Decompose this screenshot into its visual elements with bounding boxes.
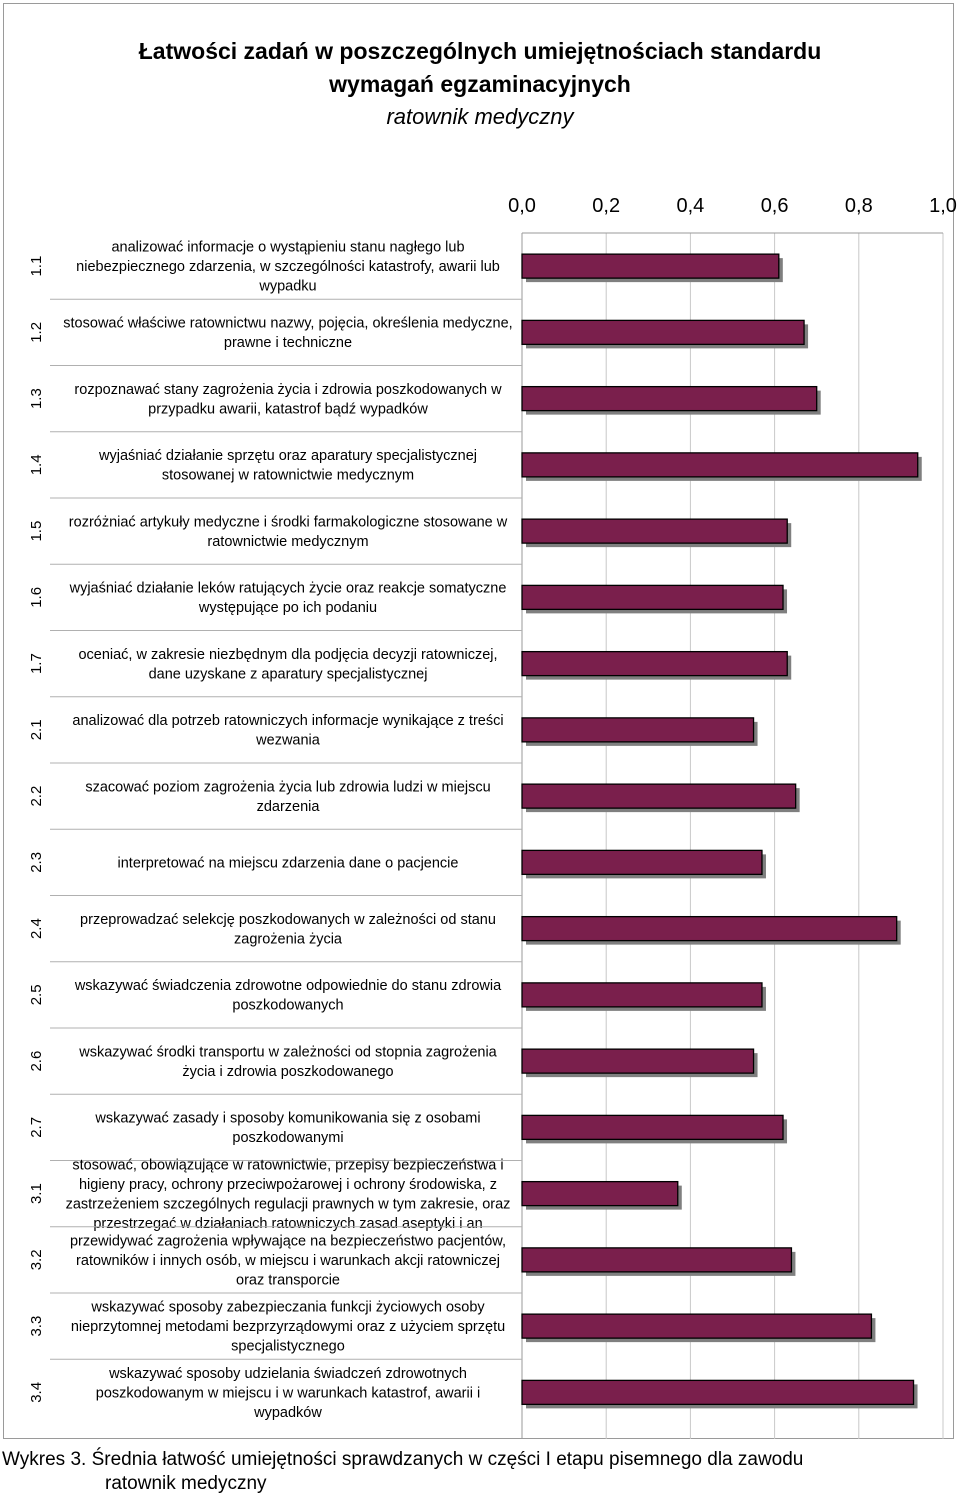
bar bbox=[522, 917, 897, 941]
figure-caption-line2: ratownik medyczny bbox=[105, 1473, 267, 1494]
category-label-line: przestrzegać w działaniach ratowniczych zasad aseptyki i an bbox=[93, 1215, 483, 1232]
category-label-line: przewidywać zagrożenia wpływające na bezpieczeństwo pacjentów, bbox=[69, 1233, 507, 1250]
category-code: 1.7 bbox=[28, 653, 45, 675]
category-label-line: analizować informacje o wystąpieniu stanu nagłego lub bbox=[111, 239, 465, 256]
category-label-line: stosowanej w ratownictwie medycznym bbox=[161, 467, 415, 484]
figure-caption bbox=[2, 1448, 803, 1496]
category-code: 2.2 bbox=[28, 785, 45, 807]
bar bbox=[522, 983, 762, 1007]
category-label-line: oceniać, w zakresie niezbędnym dla podjęcia decyzji ratowniczej, bbox=[78, 646, 498, 663]
category-label-line: ratownictwie medycznym bbox=[207, 533, 369, 550]
bar bbox=[522, 652, 787, 676]
category-code: 3.4 bbox=[28, 1381, 45, 1403]
bar bbox=[522, 718, 754, 742]
category-label-line: higieny pracy, ochrony przeciwpożarowej i ochrony środowiska, z bbox=[78, 1176, 498, 1193]
category-label-line: wskazywać sposoby udzielania świadczeń zdrowotnych bbox=[109, 1365, 467, 1382]
x-tick-label: 0,2 bbox=[592, 195, 621, 217]
category-label-line: szacować poziom zagrożenia życia lub zdrowia ludzi w miejscu bbox=[85, 779, 491, 796]
category-label-line: wyjaśniać działanie leków ratujących życie oraz reakcje somatyczne bbox=[69, 580, 507, 597]
category-label-line: wypadków bbox=[254, 1404, 322, 1421]
category-label-line: stosować, obowiązujące w ratownictwie, przepisy bezpieczeństwa i bbox=[72, 1157, 504, 1174]
x-tick-label: 1,0 bbox=[929, 195, 957, 217]
category-label-line: niebezpiecznego zdarzenia, w szczególności katastrofy, awarii lub bbox=[76, 259, 500, 276]
category-label-line: wskazywać świadczenia zdrowotne odpowiednie do stanu zdrowia bbox=[74, 978, 502, 995]
bar bbox=[522, 585, 783, 609]
figure-caption-line1: Wykres 3. Średnia łatwość umiejętności sprawdzanych w części I etapu pisemnego dla zawodu bbox=[2, 1449, 804, 1470]
category-label-line: zastrzeżeniem szczególnych regulacji prawnych w tym zakresie, oraz bbox=[65, 1196, 511, 1213]
category-code: 1.2 bbox=[28, 321, 45, 343]
category-label-line: interpretować na miejscu zdarzenia dane o pacjencie bbox=[117, 855, 459, 872]
bar bbox=[522, 1115, 783, 1139]
bar bbox=[522, 320, 804, 344]
category-label-line: życia i zdrowia poszkodowanego bbox=[182, 1063, 394, 1080]
category-code: 3.1 bbox=[28, 1183, 45, 1205]
chart-title-line2: wymagań egzaminacyjnych bbox=[329, 71, 631, 97]
category-code: 2.7 bbox=[28, 1116, 45, 1138]
category-code: 1.1 bbox=[28, 255, 45, 277]
category-code: 1.6 bbox=[28, 586, 45, 608]
category-label-line: poszkodowanych bbox=[232, 997, 344, 1014]
category-label-line: wypadku bbox=[259, 278, 317, 295]
category-label-line: poszkodowanymi bbox=[232, 1130, 344, 1147]
category-code: 1.4 bbox=[28, 454, 45, 476]
category-label-line: zdarzenia bbox=[256, 798, 320, 815]
category-label-line: rozróżniać artykuły medyczne i środki farmakologiczne stosowane w bbox=[68, 514, 508, 531]
bar bbox=[522, 1380, 914, 1404]
category-label-line: stosować właściwe ratownictwu nazwy, pojęcia, określenia medyczne, bbox=[63, 315, 513, 332]
x-tick-label: 0,4 bbox=[676, 195, 705, 217]
bar bbox=[522, 453, 918, 477]
bar bbox=[522, 1248, 791, 1272]
category-code: 2.1 bbox=[28, 719, 45, 741]
category-label-line: przypadku awarii, katastrof bądź wypadków bbox=[148, 401, 428, 418]
category-code: 1.3 bbox=[28, 388, 45, 410]
category-label-line: zagrożenia życia bbox=[234, 931, 342, 948]
bar bbox=[522, 850, 762, 874]
category-code: 3.3 bbox=[28, 1315, 45, 1337]
bar bbox=[522, 519, 787, 543]
bar bbox=[522, 1049, 754, 1073]
category-label-line: wskazywać sposoby zabezpieczania funkcji życiowych osoby bbox=[91, 1299, 485, 1316]
bar bbox=[522, 387, 817, 411]
x-tick-label: 0,6 bbox=[760, 195, 789, 217]
category-label-line: prawne i techniczne bbox=[223, 335, 353, 352]
category-label-line: występujące po ich podaniu bbox=[198, 600, 378, 617]
category-label-line: przeprowadzać selekcję poszkodowanych w zależności od stanu bbox=[80, 911, 496, 928]
x-tick-label: 0,0 bbox=[508, 195, 536, 217]
bar bbox=[522, 1182, 678, 1206]
category-code: 2.3 bbox=[28, 851, 45, 873]
bar bbox=[522, 1314, 871, 1338]
category-label-line: nieprzytomnej metodami bezprzyrządowymi oraz z użyciem sprzętu bbox=[70, 1319, 506, 1336]
category-label-line: poszkodowanym w miejscu i w warunkach katastrof, awarii i bbox=[95, 1385, 481, 1402]
category-code: 1.5 bbox=[28, 520, 45, 542]
category-code: 2.4 bbox=[28, 918, 45, 940]
chart-title-line1: Łatwości zadań w poszczególnych umiejętnościach standardu bbox=[138, 38, 822, 64]
category-code: 2.6 bbox=[28, 1050, 45, 1072]
category-label-line: ratowników i innych osób, w miejscu i warunkach akcji ratowniczej bbox=[76, 1252, 500, 1269]
bar bbox=[522, 784, 796, 808]
category-label-line: wskazywać zasady i sposoby komunikowania się z osobami bbox=[95, 1110, 481, 1127]
x-tick-label: 0,8 bbox=[844, 195, 873, 217]
chart-subtitle: ratownik medyczny bbox=[386, 104, 574, 129]
category-label-line: rozpoznawać stany zagrożenia życia i zdrowia poszkodowanych w bbox=[74, 381, 502, 398]
category-label-line: wyjaśniać działanie sprzętu oraz aparatury specjalistycznej bbox=[99, 448, 477, 465]
category-code: 3.2 bbox=[28, 1249, 45, 1271]
bar bbox=[522, 254, 779, 278]
category-label-line: wskazywać środki transportu w zależności od stopnia zagrożenia bbox=[79, 1044, 497, 1061]
category-label-line: analizować dla potrzeb ratowniczych informacje wynikające z treści bbox=[72, 713, 504, 730]
category-label-line: dane uzyskane z aparatury specjalistycznej bbox=[148, 666, 428, 683]
category-label-line: wezwania bbox=[256, 732, 320, 749]
category-code: 2.5 bbox=[28, 984, 45, 1006]
category-label-line: specjalistycznego bbox=[231, 1338, 345, 1355]
category-label-line: oraz transporcie bbox=[236, 1272, 340, 1289]
